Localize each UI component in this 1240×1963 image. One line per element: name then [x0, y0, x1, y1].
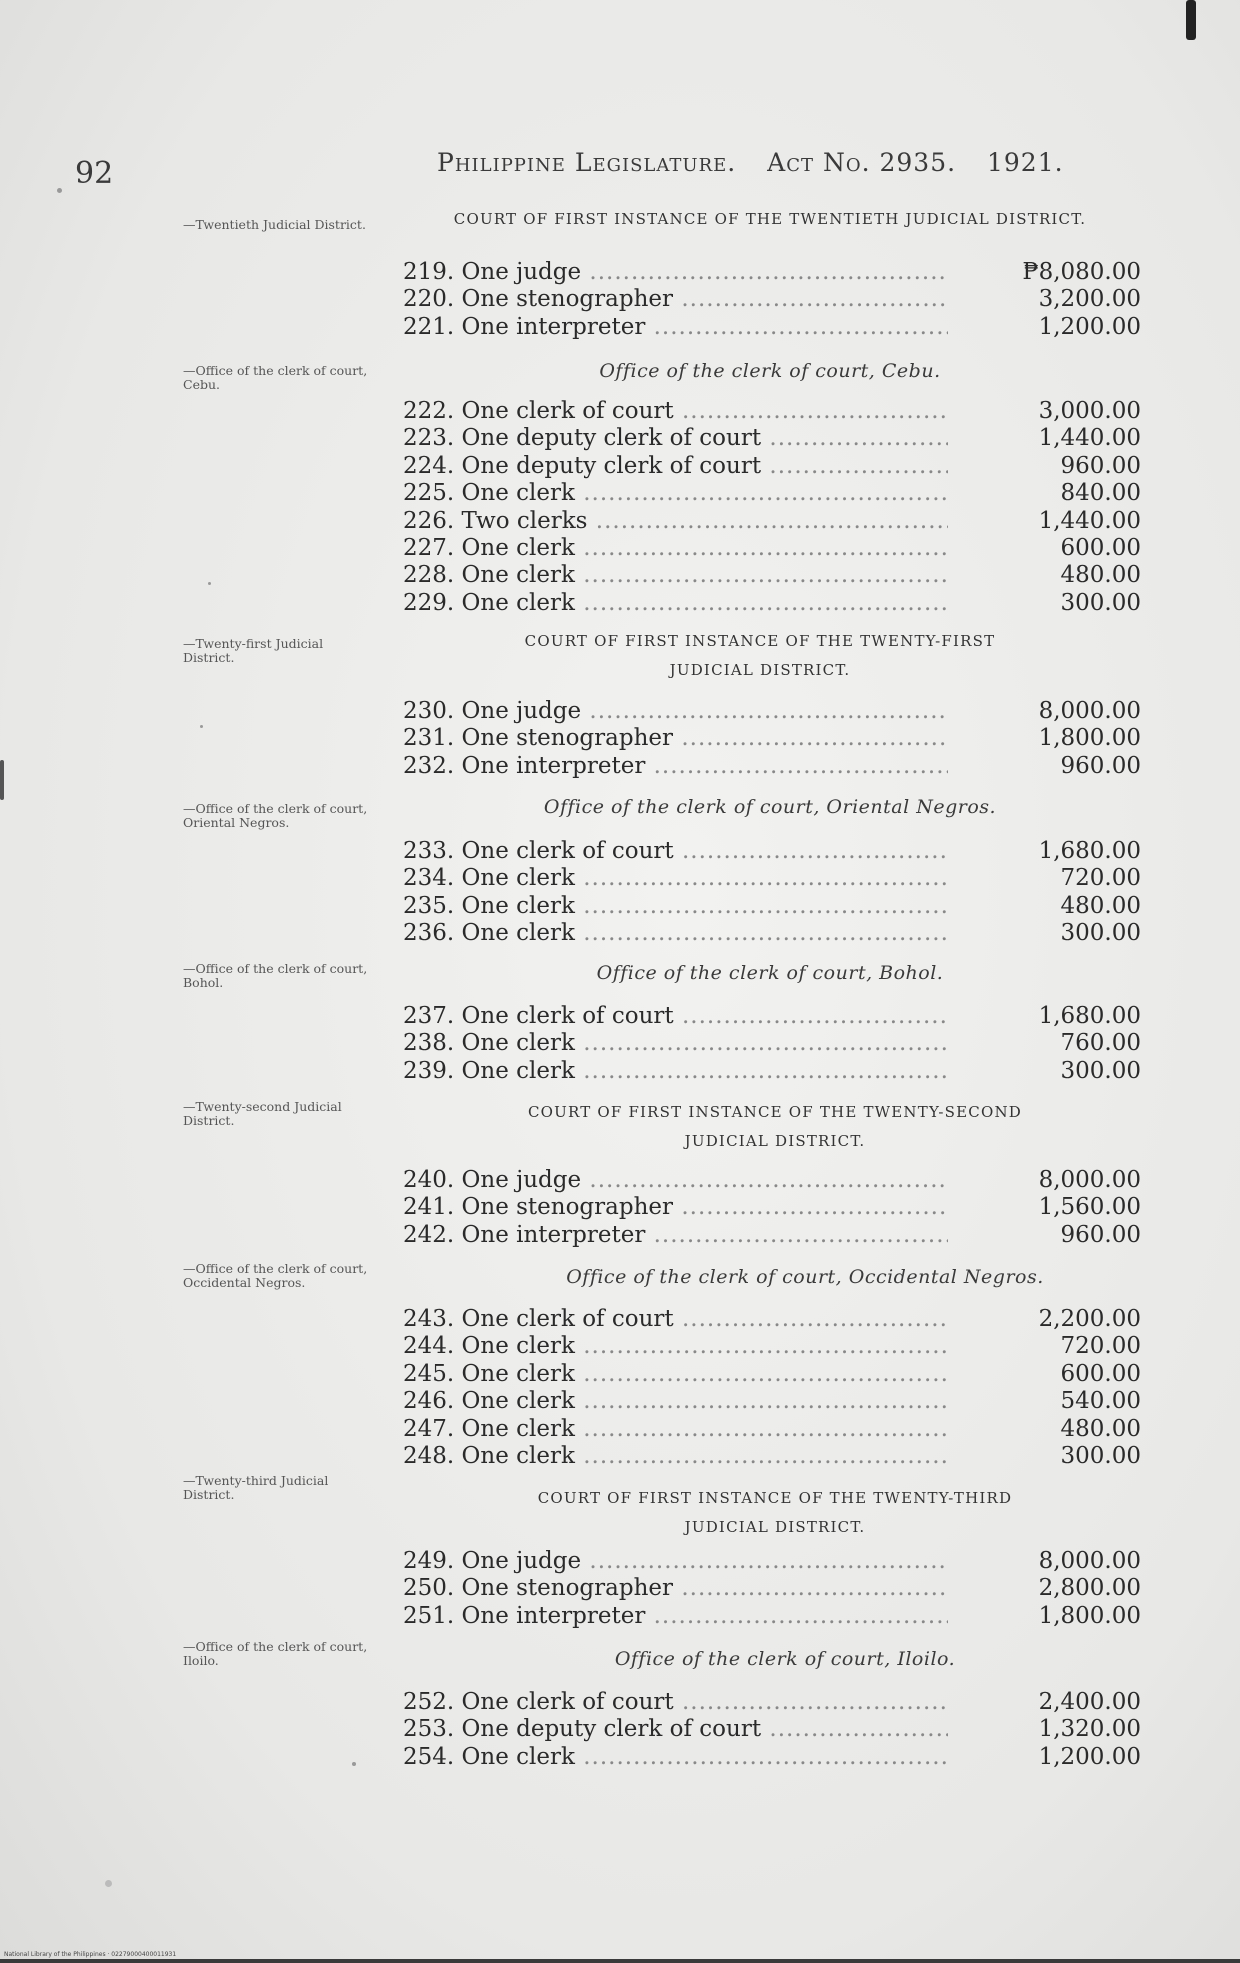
entries-iloilo	[403, 1689, 1141, 1771]
margin-note-iloilo: —Office of the clerk of court, Iloilo.	[183, 1639, 368, 1668]
entry-row	[403, 1333, 1141, 1360]
entry-label: 249. One judge .....	[403, 1548, 948, 1575]
entry-label: 221. One interpreter .....	[403, 314, 948, 341]
entry-amount: 480.00	[1060, 892, 1141, 919]
entry-row	[403, 838, 1141, 865]
entry-row	[403, 1003, 1141, 1030]
entry-amount: 960.00	[1060, 452, 1141, 479]
entry-row	[403, 590, 1141, 617]
entry-amount: 8,000.00	[1038, 1167, 1141, 1193]
entry-row	[403, 1416, 1141, 1443]
entry-amount: ₱8,080.00	[1022, 259, 1141, 285]
entry-amount: 1,680.00	[1038, 838, 1141, 864]
section-heading-line: COURT OF FIRST INSTANCE OF THE TWENTY-SECOND	[527, 1103, 1023, 1121]
margin-note-twenty-second-district: —Twenty-second Judicial District.	[183, 1099, 342, 1128]
entry-label: 238. One clerk .....	[403, 1030, 948, 1057]
section-heading-twenty-second-district	[420, 1098, 1130, 1156]
entry-row	[403, 893, 1141, 920]
entry-label: 232. One interpreter .....	[403, 753, 948, 780]
entry-amount: 3,200.00	[1038, 286, 1141, 313]
entry-row	[403, 1575, 1141, 1602]
entry-label: 239. One clerk .....	[403, 1058, 948, 1085]
entry-row	[403, 1030, 1141, 1057]
entries-twenty-third-district	[403, 1548, 1141, 1630]
entry-label: 235. One clerk .....	[403, 893, 948, 920]
footer-scan-label: National Library of the Philippines · 02279000400011931	[4, 1951, 177, 1958]
section-heading-twentieth-district: COURT OF FIRST INSTANCE OF THE TWENTIETH JUDICIAL DISTRICT.	[453, 210, 1087, 228]
entry-label: 245. One clerk .....	[403, 1361, 948, 1388]
entry-amount: 3,000.00	[1038, 398, 1141, 424]
entry-row	[403, 920, 1141, 947]
entry-row	[403, 1306, 1141, 1333]
entry-amount: 720.00	[1060, 1333, 1141, 1360]
entry-row	[403, 1388, 1141, 1415]
entry-label: 237. One clerk of court .....	[403, 1003, 948, 1030]
entry-label: 224. One deputy clerk of court .....	[403, 453, 948, 480]
entry-row	[403, 865, 1141, 892]
speck-mark	[57, 188, 62, 193]
speck-mark	[200, 725, 203, 728]
entry-amount: 600.00	[1060, 1360, 1141, 1387]
entry-label: 247. One clerk .....	[403, 1416, 948, 1443]
entry-label: 253. One deputy clerk of court .....	[403, 1716, 948, 1743]
section-heading-twenty-first-district	[400, 627, 1120, 685]
entry-amount: 1,800.00	[1038, 1602, 1141, 1629]
running-head-publication: Philippine Legislature.	[437, 148, 737, 177]
entry-amount: 600.00	[1060, 534, 1141, 561]
entry-amount: 300.00	[1060, 1057, 1141, 1084]
entry-amount: 1,320.00	[1038, 1716, 1141, 1743]
entry-row	[403, 286, 1141, 313]
entries-occidental-negros	[403, 1306, 1141, 1470]
entry-amount: 1,440.00	[1038, 507, 1141, 534]
entry-amount: 2,400.00	[1038, 1689, 1141, 1715]
entry-row	[403, 698, 1141, 725]
entry-label: 252. One clerk of court .....	[403, 1689, 948, 1716]
entry-amount: 2,200.00	[1038, 1306, 1141, 1332]
margin-note-cebu: —Office of the clerk of court, Cebu.	[183, 363, 368, 392]
section-heading-line: JUDICIAL DISTRICT.	[684, 1518, 866, 1536]
section-heading-line: JUDICIAL DISTRICT.	[669, 661, 851, 679]
entries-bohol	[403, 1003, 1141, 1085]
entry-row	[403, 1361, 1141, 1388]
entry-row	[403, 725, 1141, 752]
entry-row	[403, 1716, 1141, 1743]
edge-mark	[0, 760, 4, 800]
entry-label: 227. One clerk .....	[403, 535, 948, 562]
margin-note-oriental-negros: —Office of the clerk of court, Oriental Negros.	[183, 801, 368, 830]
entry-row	[403, 535, 1141, 562]
entry-label: 230. One judge .....	[403, 698, 948, 725]
entry-label: 254. One clerk .....	[403, 1744, 948, 1771]
entry-row	[403, 480, 1141, 507]
footer-rule	[0, 1959, 1240, 1963]
entry-amount: 540.00	[1060, 1388, 1141, 1415]
entry-row	[403, 1167, 1141, 1194]
entry-label: 223. One deputy clerk of court .....	[403, 425, 948, 452]
office-heading-iloilo: Office of the clerk of court, Iloilo.	[614, 1648, 956, 1670]
entry-amount: 760.00	[1060, 1030, 1141, 1057]
running-head-year: 1921.	[987, 148, 1064, 177]
entry-label: 244. One clerk .....	[403, 1333, 948, 1360]
entry-amount: 8,000.00	[1038, 1548, 1141, 1574]
entry-amount: 1,440.00	[1038, 425, 1141, 452]
entry-amount: 8,000.00	[1038, 698, 1141, 724]
entry-amount: 960.00	[1060, 1221, 1141, 1248]
entry-label: 219. One judge .....	[403, 259, 948, 286]
section-heading-line: COURT OF FIRST INSTANCE OF THE TWENTY-THIRD	[537, 1489, 1013, 1507]
margin-note-twentieth-district: —Twentieth Judicial District.	[183, 217, 366, 232]
entry-amount: 480.00	[1060, 562, 1141, 589]
running-head	[437, 148, 1086, 177]
entry-amount: 300.00	[1060, 920, 1141, 947]
office-heading-bohol: Office of the clerk of court, Bohol.	[596, 962, 944, 984]
margin-note-twenty-first-district: —Twenty-first Judicial District.	[183, 636, 324, 665]
speck-mark	[105, 1880, 112, 1887]
office-heading-oriental-negros: Office of the clerk of court, Oriental Negros.	[543, 796, 997, 818]
entry-row	[403, 314, 1141, 341]
margin-note-twenty-third-district: —Twenty-third Judicial District.	[183, 1473, 329, 1502]
entry-label: 243. One clerk of court .....	[403, 1306, 948, 1333]
margin-note-occidental-negros: —Office of the clerk of court, Occidental Negros.	[183, 1261, 368, 1290]
entry-label: 246. One clerk .....	[403, 1388, 948, 1415]
entry-amount: 300.00	[1060, 1442, 1141, 1469]
page-number: 92	[75, 156, 114, 191]
entry-label: 236. One clerk .....	[403, 920, 948, 947]
entry-label: 220. One stenographer .....	[403, 286, 948, 313]
entries-twenty-first-district	[403, 698, 1141, 780]
entry-amount: 1,680.00	[1038, 1003, 1141, 1029]
edge-mark	[1186, 0, 1196, 40]
entry-label: 228. One clerk .....	[403, 562, 948, 589]
entry-row	[403, 259, 1141, 286]
entry-label: 241. One stenographer .....	[403, 1194, 948, 1221]
entries-twentieth-district	[403, 259, 1141, 341]
entry-row	[403, 398, 1141, 425]
entry-amount: 1,200.00	[1038, 313, 1141, 340]
entry-row	[403, 1689, 1141, 1716]
entry-row	[403, 562, 1141, 589]
entry-row	[403, 1058, 1141, 1085]
entry-label: 240. One judge .....	[403, 1167, 948, 1194]
entry-label: 225. One clerk .....	[403, 480, 948, 507]
entry-label: 248. One clerk .....	[403, 1443, 948, 1470]
speck-mark	[352, 1762, 356, 1766]
entry-row	[403, 753, 1141, 780]
running-head-act: Act No. 2935.	[767, 148, 957, 177]
entry-row	[403, 453, 1141, 480]
entry-amount: 1,800.00	[1038, 725, 1141, 752]
entry-amount: 480.00	[1060, 1415, 1141, 1442]
entry-row	[403, 1194, 1141, 1221]
entry-label: 229. One clerk .....	[403, 590, 948, 617]
entry-row	[403, 1548, 1141, 1575]
entry-amount: 300.00	[1060, 589, 1141, 616]
section-heading-line: JUDICIAL DISTRICT.	[684, 1132, 866, 1150]
section-heading-twenty-third-district	[420, 1484, 1130, 1542]
entry-amount: 1,200.00	[1038, 1743, 1141, 1770]
entry-label: 251. One interpreter .....	[403, 1603, 948, 1630]
office-heading-occidental-negros: Office of the clerk of court, Occidental Negros.	[566, 1266, 1044, 1288]
entry-row	[403, 508, 1141, 535]
entry-row	[403, 1443, 1141, 1470]
entry-amount: 960.00	[1060, 752, 1141, 779]
office-heading-cebu: Office of the clerk of court, Cebu.	[599, 360, 941, 382]
entry-amount: 1,560.00	[1038, 1194, 1141, 1221]
entry-label: 226. Two clerks .....	[403, 508, 948, 535]
entry-label: 250. One stenographer .....	[403, 1575, 948, 1602]
entry-label: 222. One clerk of court .....	[403, 398, 948, 425]
entry-amount: 840.00	[1060, 480, 1141, 507]
entry-row	[403, 1744, 1141, 1771]
entry-label: 233. One clerk of court .....	[403, 838, 948, 865]
section-heading-line: COURT OF FIRST INSTANCE OF THE TWENTY-FIRST	[524, 632, 996, 650]
entries-oriental-negros	[403, 838, 1141, 948]
entry-label: 242. One interpreter .....	[403, 1222, 948, 1249]
entry-amount: 720.00	[1060, 865, 1141, 892]
entries-cebu	[403, 398, 1141, 617]
entries-twenty-second-district	[403, 1167, 1141, 1249]
entry-row	[403, 425, 1141, 452]
speck-mark	[208, 582, 211, 585]
entry-amount: 2,800.00	[1038, 1575, 1141, 1602]
entry-row	[403, 1222, 1141, 1249]
margin-note-bohol: —Office of the clerk of court, Bohol.	[183, 961, 368, 990]
entry-label: 234. One clerk .....	[403, 865, 948, 892]
entry-row	[403, 1603, 1141, 1630]
entry-label: 231. One stenographer .....	[403, 725, 948, 752]
